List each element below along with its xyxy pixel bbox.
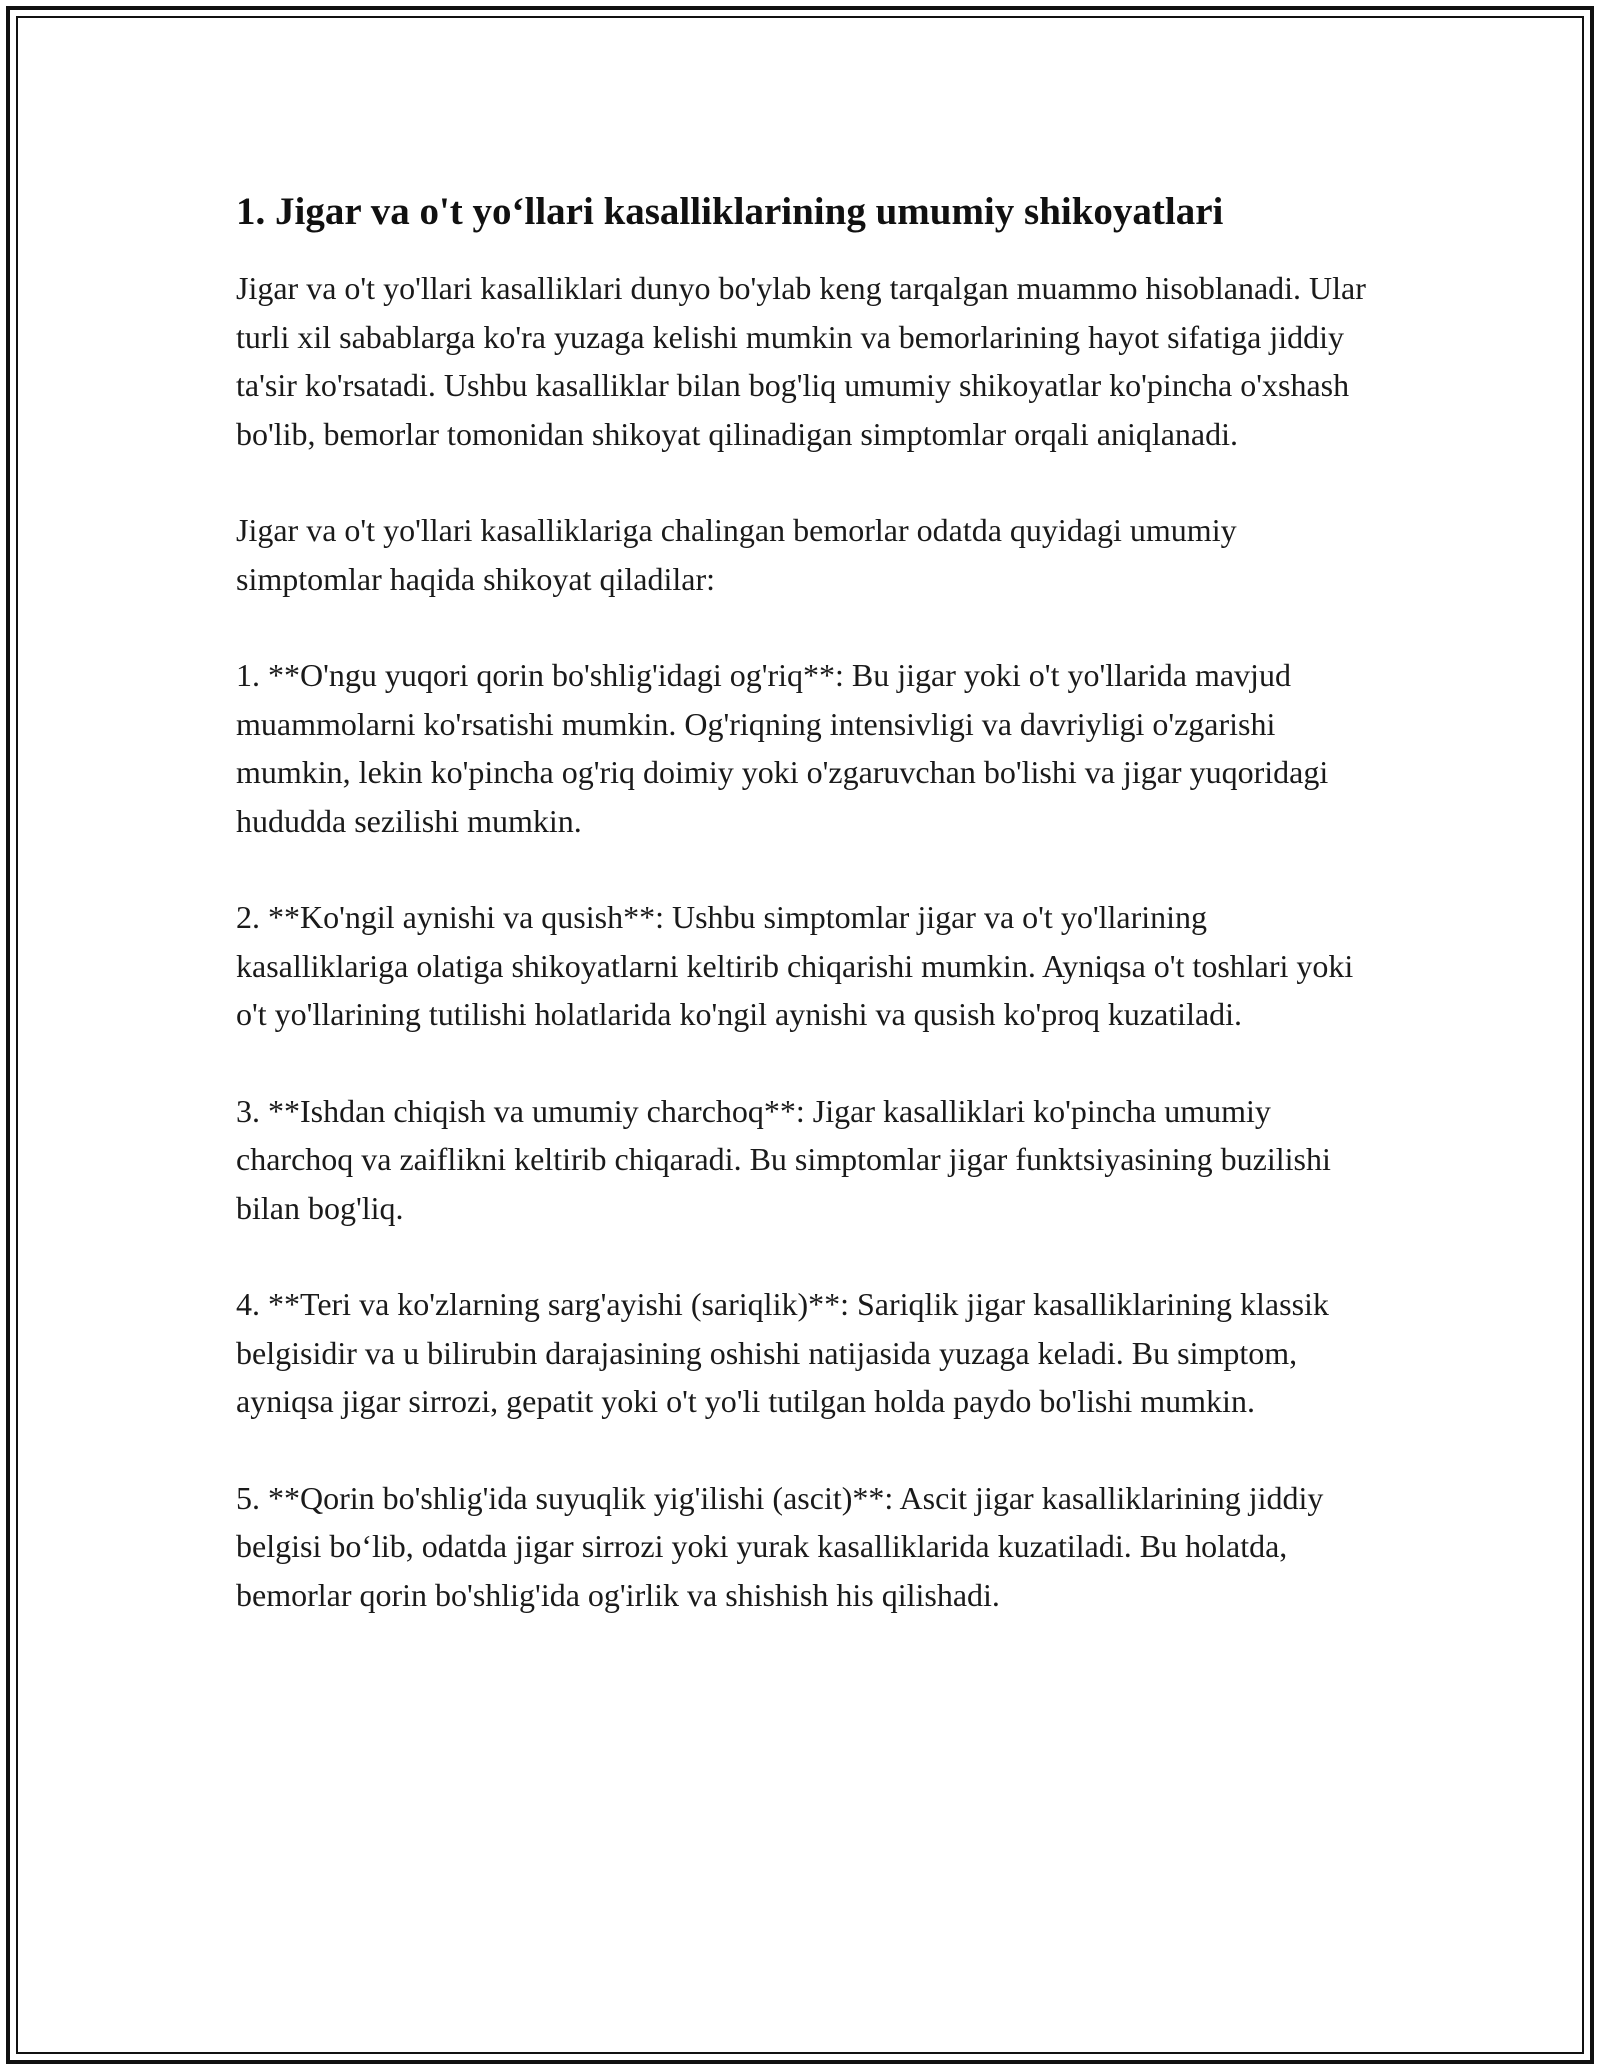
symptoms-intro-paragraph: Jigar va o't yo'llari kasalliklariga chalingan bemorlar odatda quyidagi umumiy simptomlar haqida shikoyat qiladilar: [236,512,1237,597]
document-body [236,186,1366,1667]
list-item-fatigue: 3. **Ishdan chiqish va umumiy charchoq**: Jigar kasalliklari ko'pincha umumiy charchoq va zaiflikni keltirib chiqaradi. Bu simptomlar jigar funktsiyasining buzilishi bilan bog'liq. [236,1092,1331,1226]
intro-paragraph: Jigar va o't yo'llari kasalliklari dunyo bo'ylab keng tarqalgan muammo hisoblanadi. Ular turli xil sabablarga ko'ra yuzaga kelishi mumkin va bemorlarining hayot sifatiga jiddiy ta'sir ko'rsatadi. Ushbu kasalliklar bilan bog'liq umumiy shikoyatlar ko'pincha o'xshash bo'lib, bemorlar tomonidan shikoyat qilinadigan simptomlar orqali aniqlanadi. [236,270,1366,452]
section-heading: 1. Jigar va o't yo‘llari kasalliklarining umumiy shikoyatlari [236,190,1224,233]
list-item-ascites: 5. **Qorin bo'shlig'ida suyuqlik yig'ilishi (ascit)**: Ascit jigar kasalliklarining jiddiy belgisi bo‘lib, odatda jigar sirrozi yoki yurak kasalliklarida kuzatiladi. Bu holatda, bemorlar qorin bo'shlig'ida og'irlik va shishish his qilishadi. [236,1479,1324,1613]
list-item-nausea: 2. **Ko'ngil aynishi va qusish**: Ushbu simptomlar jigar va o't yo'llarining kasalliklariga olatiga shikoyatlarni keltirib chiqarishi mumkin. Ayniqsa o't toshlari yoki o't yo'llarining tutilishi holatlarida ko'ngil aynishi va qusish ko'proq kuzatiladi. [236,899,1354,1032]
list-item-abdominal-pain: 1. **O'ngu yuqori qorin bo'shlig'idagi og'riq**: Bu jigar yoki o't yo'llarida mavjud muammolarni ko'rsatishi mumkin. Og'riqning intensivligi va davriyligi o'zgarishi mumkin, lekin ko'pincha og'riq doimiy yoki o'zgaruvchan bo'lishi va jigar yuqoridagi hududda sezilishi mumkin. [236,657,1329,839]
list-item-jaundice: 4. **Teri va ko'zlarning sarg'ayishi (sariqlik)**: Sariqlik jigar kasalliklarining klassik belgisidir va u bilirubin darajasining oshishi natijasida yuzaga keladi. Bu simptom, ayniqsa jigar sirrozi, gepatit yoki o't yo'li tutilgan holda paydo bo'lishi mumkin. [236,1286,1329,1419]
